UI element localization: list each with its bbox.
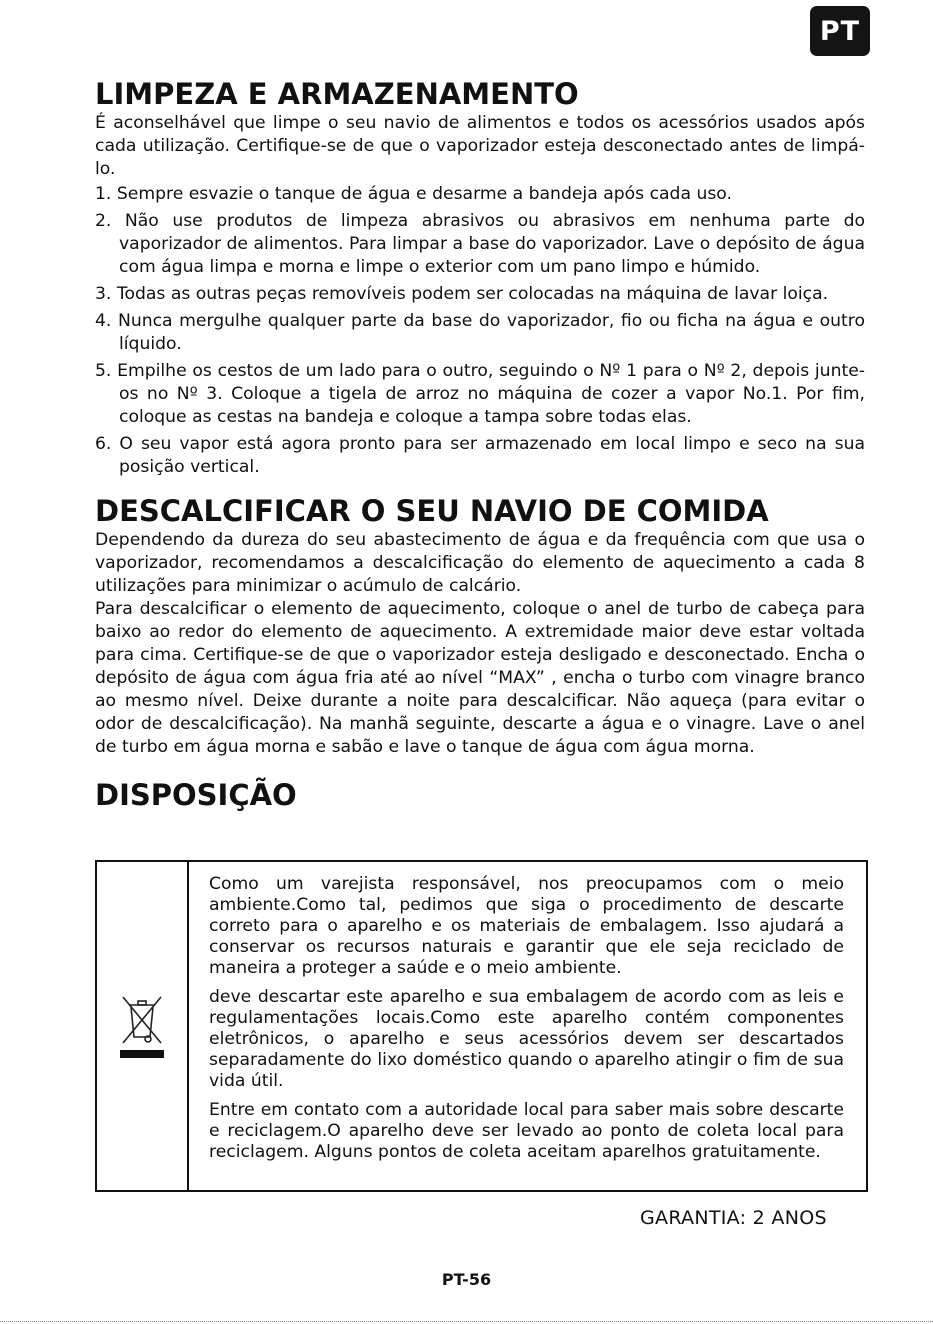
disposal-box (95, 860, 868, 1192)
cleaning-steps-list (95, 183, 865, 479)
descaling-paragraph-1: Dependendo da dureza do seu abastecimento de água e da frequência com que usa o vaporizador, recomendamos a descalcificação do elemento de aquecimento a cada 8 utilizações para minimizar o acúmulo de calcário. (95, 530, 865, 596)
cleaning-step: 2. Não use produtos de limpeza abrasivos ou abrasivos em nenhuma parte do vaporizador de alimentos. Para limpar a base do vaporizador. Lave o depósito de água com água limpa e morna e limpe o exterior com um pano limpo e húmido. (95, 211, 865, 277)
cleaning-intro: É aconselhável que limpe o seu navio de alimentos e todos os acessórios usados após cada utilização. Certifique-se de que o vaporizador esteja desconectado antes de limpá-lo. (95, 113, 865, 179)
page-content (95, 72, 865, 819)
disposal-paragraph-3: Entre em contato com a autoridade local para saber mais sobre descarte e reciclagem.O aparelho deve ser levado ao ponto de coleta local para reciclagem. Alguns pontos de coleta aceitam aparelhos gratuitamente. (209, 1100, 844, 1162)
page-number: PT-56 (441, 1270, 492, 1289)
disposal-paragraph-1: Como um varejista responsável, nos preocupamos com o meio ambiente.Como tal, pedimos que siga o procedimento de descarte correto para o aparelho e os materiais de embalagem. Isso ajudará a conservar os recursos naturais e garantir que ele seja reciclado de maneira a proteger a saúde e o meio ambiente. (209, 874, 844, 978)
cleaning-step: 1. Sempre esvazie o tanque de água e desarme a bandeja após cada uso. (95, 184, 732, 204)
disposal-paragraph-2: deve descartar este aparelho e sua embalagem de acordo com as leis e regulamentações locais.Como este aparelho contém componentes eletrônicos, o aparelho e seus acessórios devem ser descartados separadamente do lixo doméstico quando o aparelho atingir o fim de sua vida útil. (209, 987, 844, 1091)
descaling-paragraph-2: Para descalcificar o elemento de aquecimento, coloque o anel de turbo de cabeça para baixo ao redor do elemento de aquecimento. A extremidade maior deve estar voltada para cima. Certifique-se de que o vaporizador esteja desligado e desconectado. Encha o depósito de água com água fria até ao nível “MAX” , encha o turbo com vinagre branco ao mesmo nível. Deixe durante a noite para descalcificar. Não aqueça (para evitar o odor de descalcificação). Na manhã seguinte, descarte a água e o vinagre. Lave o anel de turbo em água morna e sabão e lave o tanque de água com água morna. (95, 599, 865, 757)
crossed-out-wheelie-bin-icon (117, 991, 167, 1061)
disposal-section-title: DISPOSIÇÃO (95, 778, 297, 812)
cleaning-step: 6. O seu vapor está agora pronto para ser armazenado em local limpo e seco na sua posição vertical. (95, 434, 865, 477)
cleaning-step: 3. Todas as outras peças removíveis podem ser colocadas na máquina de lavar loiça. (95, 284, 829, 304)
descaling-section-title: DESCALCIFICAR O SEU NAVIO DE COMIDA (95, 494, 769, 528)
disposal-text-cell (189, 862, 866, 1190)
warranty-text: GARANTIA: 2 ANOS (640, 1207, 827, 1229)
cleaning-step: 4. Nunca mergulhe qualquer parte da base do vaporizador, fio ou ficha na água e outro líquido. (95, 311, 865, 354)
cleaning-step: 5. Empilhe os cestos de um lado para o outro, seguindo o Nº 1 para o Nº 2, depois junte-os no Nº 3. Coloque a tigela de arroz no máquina de cozer a vapor No.1. Por fim, coloque as cestas na bandeja e coloque a tampa sobre todas elas. (95, 361, 865, 427)
disposal-icon-cell (97, 862, 189, 1190)
language-tab: PT (810, 6, 870, 56)
bottom-divider (0, 1321, 933, 1322)
cleaning-section-title: LIMPEZA E ARMAZENAMENTO (95, 77, 579, 111)
